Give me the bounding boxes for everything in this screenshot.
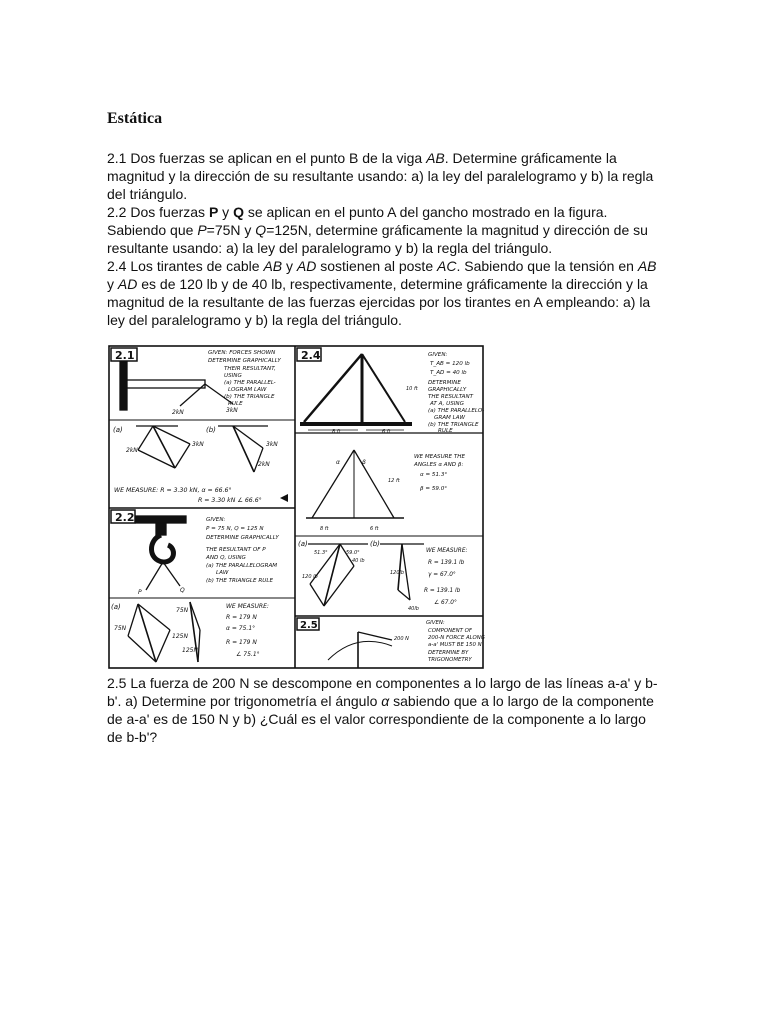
panel-2-4: [295, 348, 484, 612]
svg-text:T_AB = 120 lb: T_AB = 120 lb: [430, 361, 470, 367]
svg-text:2kN: 2kN: [258, 461, 270, 468]
svg-text:WE MEASURE:: WE MEASURE:: [426, 548, 468, 554]
svg-text:USING: USING: [224, 373, 242, 379]
svg-text:(b): (b): [370, 540, 380, 548]
svg-text:200 N: 200 N: [394, 636, 409, 642]
panel-2-1-measure: WE MEASURE: R = 3.30 kN, α = 66.6°: [114, 487, 232, 494]
svg-text:Q: Q: [180, 587, 185, 594]
svg-text:(b) THE TRIANGLE: (b) THE TRIANGLE: [428, 422, 479, 428]
svg-text:THE RESULTANT OF P: THE RESULTANT OF P: [206, 547, 266, 553]
svg-text:ANGLES α AND β:: ANGLES α AND β:: [414, 462, 464, 468]
panel-2-4-number: 2.4: [301, 349, 321, 362]
svg-text:LOGRAM LAW: LOGRAM LAW: [228, 387, 267, 393]
svg-text:DETERMINE GRAPHICALLY: DETERMINE GRAPHICALLY: [208, 358, 281, 364]
svg-text:COMPONENT OF: COMPONENT OF: [428, 628, 472, 634]
svg-text:R = 179 N: R = 179 N: [226, 614, 257, 621]
svg-text:(a): (a): [298, 540, 308, 548]
svg-text:DETERMINE GRAPHICALLY: DETERMINE GRAPHICALLY: [206, 535, 279, 541]
svg-text:75N: 75N: [114, 625, 127, 632]
svg-text:(a) THE PARALLELOGRAM: (a) THE PARALLELOGRAM: [206, 563, 278, 569]
panel-2-1: [111, 348, 288, 504]
svg-text:THEIR RESULTANT,: THEIR RESULTANT,: [224, 366, 276, 372]
svg-text:DETERMINE: DETERMINE: [428, 380, 461, 386]
problem-2-4-text: 2.4 Los tirantes de cable AB y AD sostienen al poste AC. Sabiendo que la tensión en AB y AD es de 120 lb y de 40 lb, respectivamente, determine gráficamente la dirección y la magnitud de la resultante de las fuerzas ejercidas por los tirantes en A empleando: a) la ley del paralelogramo y b) la regla del triángulo.: [107, 258, 657, 328]
panel-2-2-number: 2.2: [115, 511, 135, 524]
panel-2-1-number: 2.1: [115, 349, 135, 362]
svg-text:120 lb: 120 lb: [302, 574, 318, 580]
svg-text:10 ft: 10 ft: [406, 386, 418, 392]
svg-text:(b) THE TRIANGLE RULE: (b) THE TRIANGLE RULE: [206, 578, 273, 584]
svg-text:3kN: 3kN: [192, 441, 204, 448]
panel-2-5: [297, 618, 485, 668]
svg-text:125N: 125N: [172, 633, 188, 640]
svg-text:(b): (b): [206, 426, 216, 434]
svg-text:P = 75 N, Q = 125 N: P = 75 N, Q = 125 N: [206, 526, 264, 532]
svg-text:RULE: RULE: [438, 428, 453, 434]
svg-text:59.0°: 59.0°: [346, 550, 360, 556]
panel-2-5-number: 2.5: [300, 620, 318, 631]
svg-text:3kN: 3kN: [266, 441, 278, 448]
svg-text:2kN: 2kN: [126, 447, 138, 454]
svg-text:∠ 67.0°: ∠ 67.0°: [434, 600, 457, 606]
svg-text:6 ft: 6 ft: [370, 526, 379, 532]
solution-figure: [108, 340, 486, 672]
svg-text:T_AD = 40 lb: T_AD = 40 lb: [430, 370, 467, 376]
svg-text:2kN: 2kN: [172, 409, 184, 416]
svg-text:GIVEN:: GIVEN:: [426, 620, 445, 626]
svg-text:DETERMINE BY: DETERMINE BY: [428, 650, 469, 656]
svg-text:R = 139.1 lb: R = 139.1 lb: [428, 560, 465, 566]
svg-text:(a): (a): [113, 426, 123, 434]
svg-text:GIVEN: FORCES SHOWN: GIVEN: FORCES SHOWN: [208, 350, 276, 356]
panel-2-2: [109, 510, 295, 662]
svg-text:(a): (a): [111, 603, 121, 611]
svg-text:(b) THE TRIANGLE: (b) THE TRIANGLE: [224, 394, 275, 400]
svg-text:α: α: [336, 459, 340, 466]
svg-text:WE MEASURE:: WE MEASURE:: [226, 603, 269, 610]
svg-text:TRIGONOMETRY: TRIGONOMETRY: [428, 657, 472, 663]
svg-text:GIVEN:: GIVEN:: [428, 352, 448, 358]
svg-text:8 ft: 8 ft: [320, 526, 329, 532]
document-title: Estática: [107, 110, 163, 127]
svg-text:12 ft: 12 ft: [388, 478, 400, 484]
svg-text:a-a' MUST BE 150 N: a-a' MUST BE 150 N: [428, 642, 482, 648]
svg-text:(a) THE PARALLELO-: (a) THE PARALLELO-: [428, 408, 485, 414]
svg-text:GIVEN:: GIVEN:: [206, 517, 226, 523]
problem-2-5-text: 2.5 La fuerza de 200 N se descompone en componentes a lo largo de las líneas a-a' y b-b'. a) Determine por trigonometría el ángulo α sabiendo que a lo largo de la componente de a-a' es de 150 N y b) ¿Cuál es el valor correspondiente de la componente a lo largo de b-b'?: [107, 675, 658, 745]
svg-text:γ = 67.0°: γ = 67.0°: [428, 572, 456, 578]
problem-2-1-text: 2.1 Dos fuerzas se aplican en el punto B de la viga AB. Determine gráficamente la magnitud y la dirección de su resultante usando: a) la ley del paralelogramo y b) la regla del triángulo.: [107, 150, 654, 202]
svg-text:R = 139.1 lb: R = 139.1 lb: [424, 588, 461, 594]
svg-text:125N: 125N: [182, 647, 198, 654]
svg-text:α = 51.3°: α = 51.3°: [420, 472, 448, 478]
svg-text:75N: 75N: [176, 607, 189, 614]
svg-text:8 ft: 8 ft: [332, 429, 341, 435]
svg-text:51.3°: 51.3°: [314, 550, 328, 556]
svg-text:P: P: [138, 589, 142, 596]
problem-2-2-text: 2.2 Dos fuerzas P y Q se aplican en el punto A del gancho mostrado en la figura. Sabiendo que P=75N y Q=125N, determine gráficamente la magnitud y dirección de su resultante usando: a) la ley del paralelogramo y b) la regla del triángulo.: [107, 204, 648, 256]
svg-text:120lb: 120lb: [390, 570, 405, 576]
svg-text:(a) THE PARALLEL-: (a) THE PARALLEL-: [224, 380, 276, 386]
svg-text:AT A, USING: AT A, USING: [430, 401, 464, 407]
svg-text:RULE: RULE: [228, 401, 243, 407]
svg-text:GRAM LAW: GRAM LAW: [434, 415, 466, 421]
svg-text:GRAPHICALLY: GRAPHICALLY: [428, 387, 467, 393]
svg-text:40 lb: 40 lb: [352, 558, 365, 564]
svg-text:3kN: 3kN: [226, 407, 238, 414]
svg-text:α = 75.1°: α = 75.1°: [226, 625, 256, 632]
svg-text:∠ 75.1°: ∠ 75.1°: [236, 651, 260, 658]
svg-text:THE RESULTANT: THE RESULTANT: [428, 394, 474, 400]
svg-text:LAW: LAW: [216, 570, 229, 576]
svg-text:6 ft: 6 ft: [382, 429, 391, 435]
svg-text:AND Q, USING: AND Q, USING: [206, 555, 246, 561]
svg-text:R = 3.30 kN ∠ 66.6°: R = 3.30 kN ∠ 66.6°: [198, 497, 262, 504]
svg-text:40lb: 40lb: [408, 606, 419, 612]
svg-text:R = 179 N: R = 179 N: [226, 639, 257, 646]
svg-text:β = 59.0°: β = 59.0°: [420, 486, 448, 492]
svg-text:200-N FORCE ALONG: 200-N FORCE ALONG: [428, 635, 485, 641]
svg-text:β: β: [362, 459, 366, 466]
svg-text:WE MEASURE THE: WE MEASURE THE: [414, 454, 466, 460]
